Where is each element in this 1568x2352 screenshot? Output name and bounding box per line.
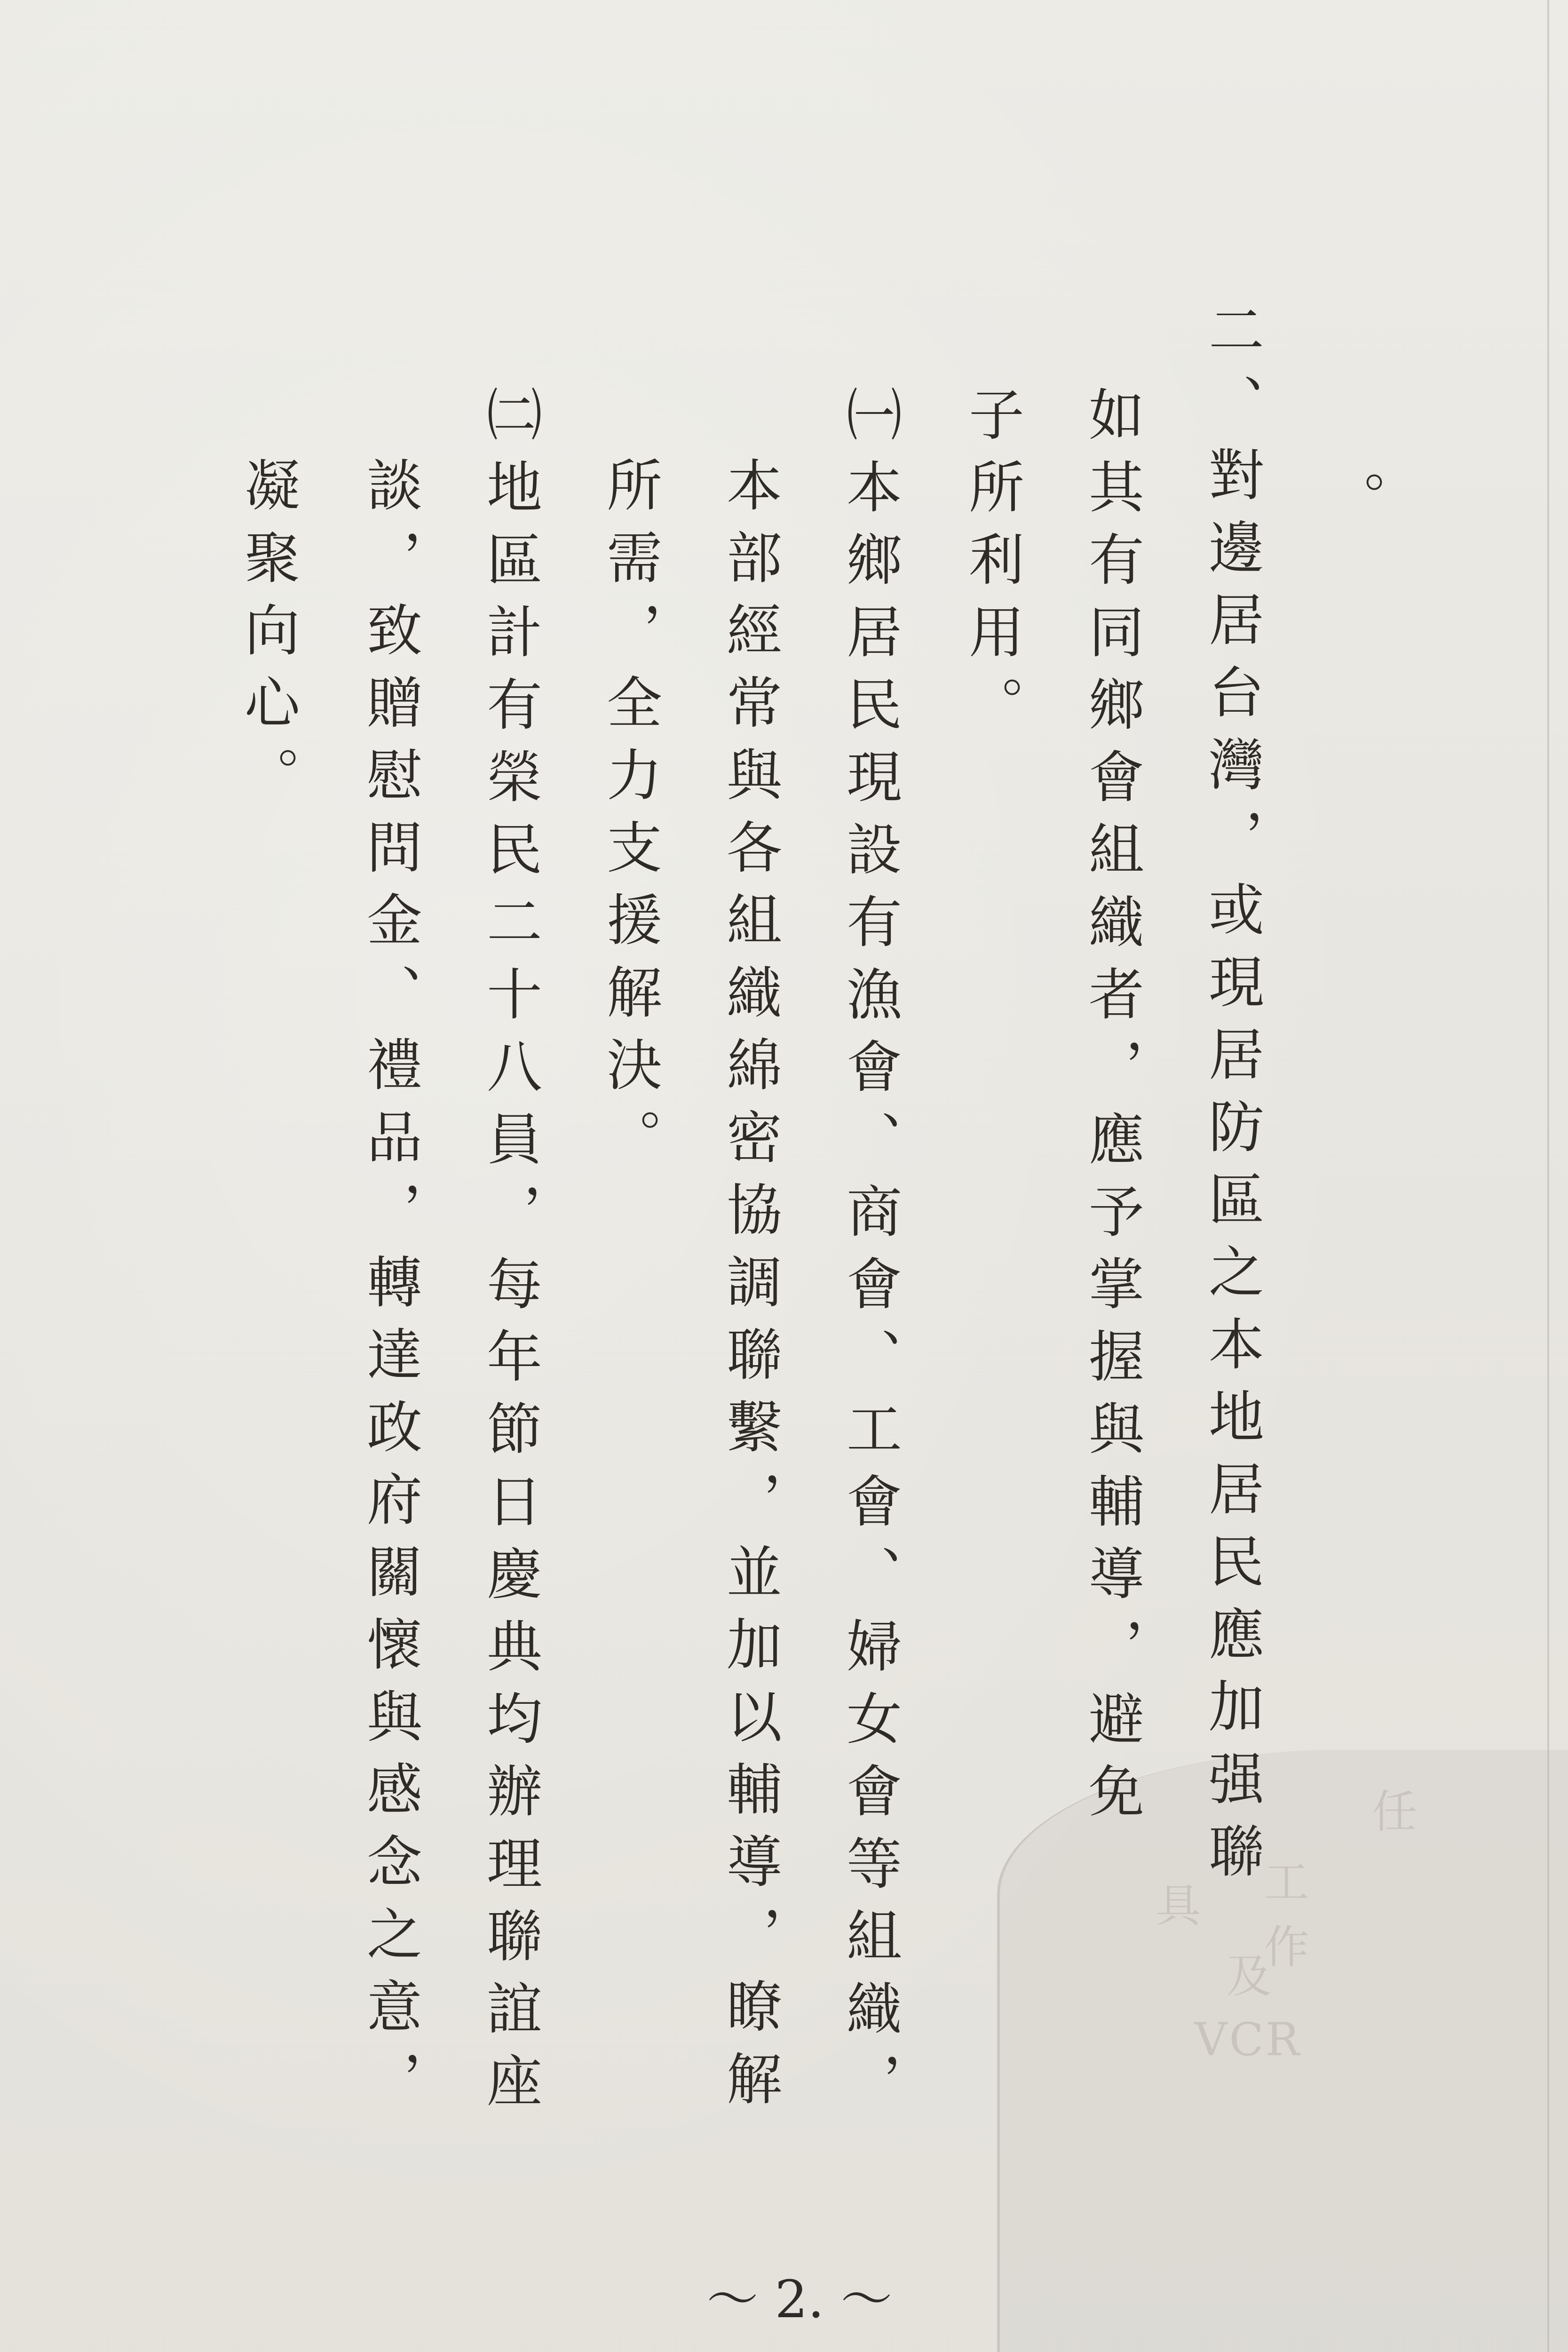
text-column-8: ㈡地區計有榮民二十八員，每年節日慶典均辦理聯誼座 (477, 386, 542, 2124)
text-column-6: 本部經常與各組織綿密協調聯繫，並加以輔導，瞭解 (717, 456, 782, 2122)
paper-edge (1547, 0, 1549, 2352)
bleed-through-2: 工作 (1257, 1858, 1309, 1988)
bleed-through-3: 具 (1148, 1882, 1201, 1947)
text-column-2: 二、對邊居台灣，或現居防區之本地居民應加强聯 (1199, 301, 1264, 1895)
text-column-4: 子所利用。 (959, 386, 1024, 748)
page-number: ～ 2. ～ (706, 2269, 893, 2329)
text-column-9: 談，致贈慰問金、禮品，轉達政府關懷與感念之意， (357, 456, 422, 2122)
text-column-3: 如其有同鄉會組織者，應予掌握與輔導，避免 (1079, 386, 1144, 1835)
bleed-through-1: 任 (1365, 1788, 1418, 1852)
text-column-5: ㈠本鄉居民現設有漁會、商會、工會、婦女會等組織， (837, 386, 902, 2124)
bleed-through-4: 及 (1219, 1952, 1272, 2017)
bleed-through-5: VCR (1195, 2013, 1302, 2066)
text-column-10: 凝聚向心。 (235, 456, 300, 818)
text-column-1: 。 (1322, 470, 1386, 543)
text-column-7: 所需，全力支援解決。 (597, 456, 662, 1181)
